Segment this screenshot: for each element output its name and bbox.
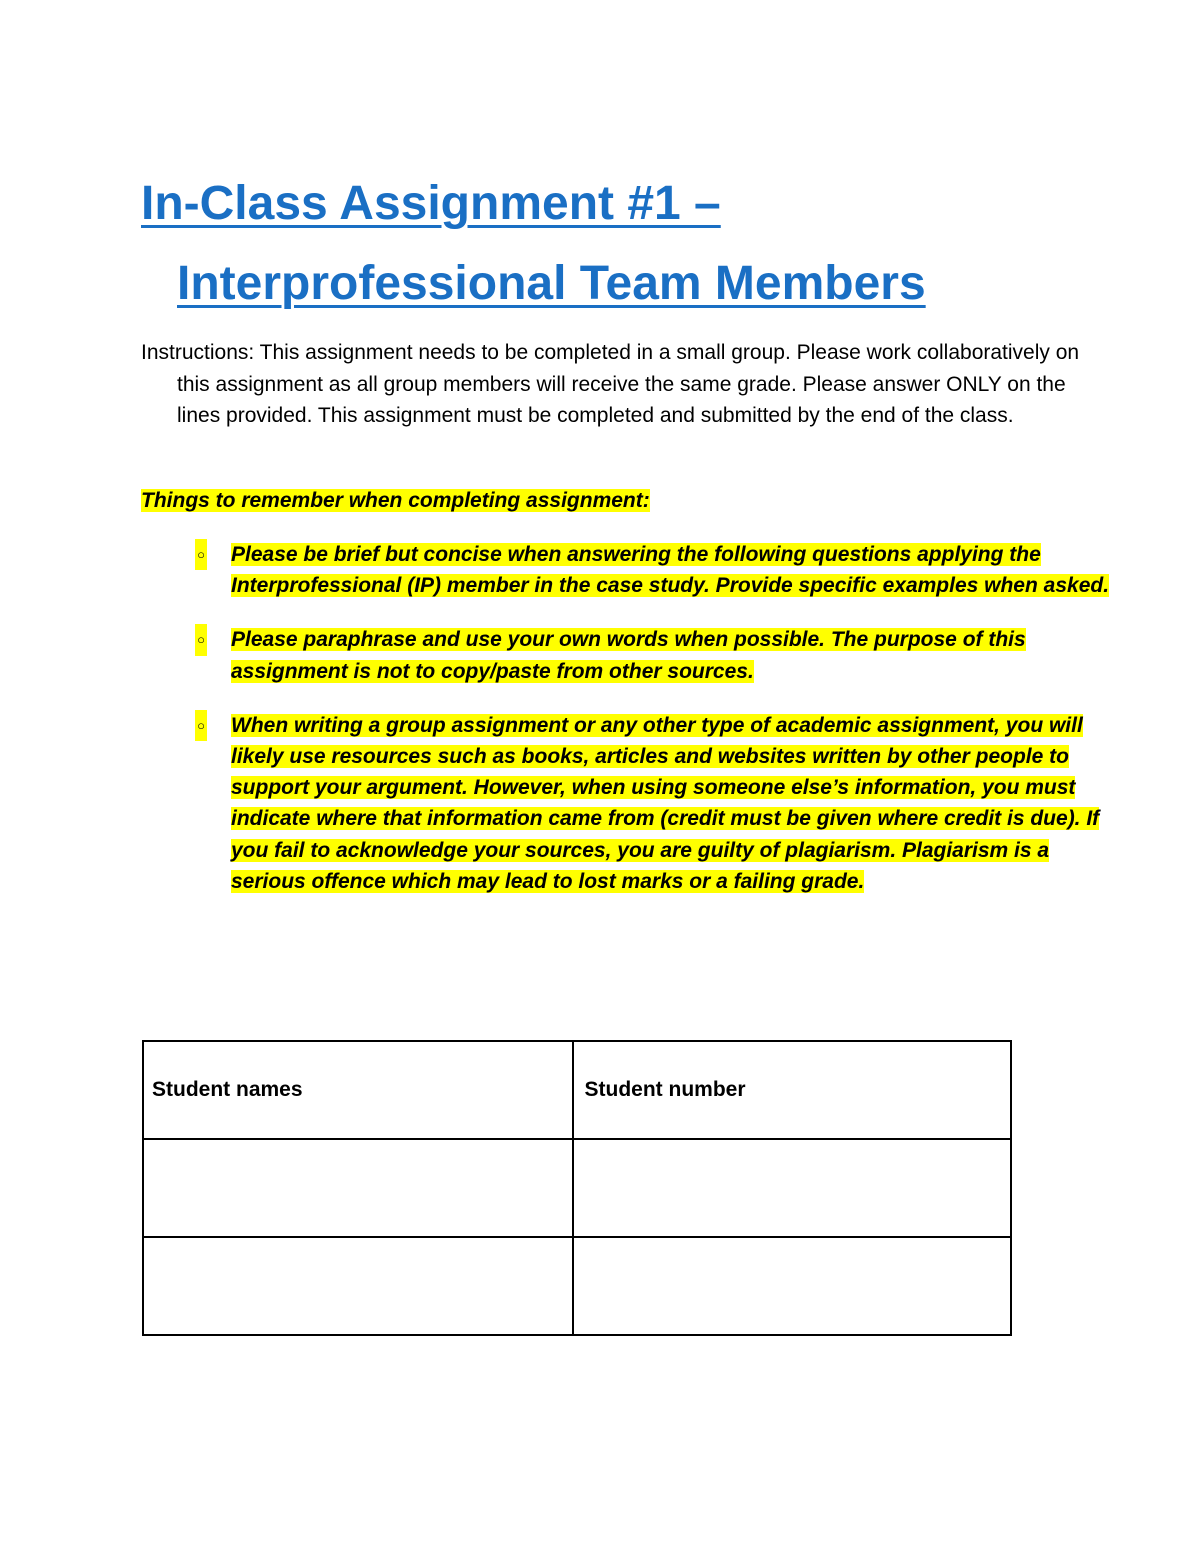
hollow-circle-icon: ○ [195, 624, 207, 655]
instructions-paragraph: Instructions: This assignment needs to be completed in a small group. Please work collaboratively on this assignment as all group members will receive the same grade. Please answer ONLY on the lines provided. This assignment must be completed and submitted by the end of the class. [141, 341, 1080, 427]
reminder-text: When writing a group assignment or any other type of academic assignment, you will likely use resources such as books, articles and websites written by other people to support your argument. However, when using someone else’s information, you must indicate where that information came from (credit must be given where credit is due). If you fail to acknowledge your sources, you are guilty of plagiarism. Plagiarism is a serious offence which may lead to lost marks or a failing grade. [231, 713, 1100, 893]
student-name-cell[interactable] [143, 1139, 573, 1237]
title-line-2: Interprofessional Team Members [177, 257, 926, 310]
header-student-names: Student names [143, 1041, 573, 1139]
student-table [142, 1040, 1012, 1336]
remember-heading [141, 485, 650, 516]
reminder-text: Please be brief but concise when answering the following questions applying the Interprofessional (IP) member in the case study. Provide specific examples when asked. [231, 543, 1110, 598]
hollow-circle-icon: ○ [195, 710, 207, 741]
table-header-row [143, 1041, 1011, 1139]
student-number-cell[interactable] [573, 1237, 1011, 1335]
student-number-cell[interactable] [573, 1139, 1011, 1237]
hollow-circle-icon: ○ [195, 539, 207, 570]
table-row [143, 1237, 1011, 1335]
table-row [143, 1139, 1011, 1237]
header-student-number: Student number [573, 1041, 1011, 1139]
remember-heading-text: Things to remember when completing assignment: [141, 489, 650, 512]
reminder-item [195, 624, 1115, 686]
reminder-item [195, 539, 1115, 601]
student-name-cell[interactable] [143, 1237, 573, 1335]
title-line-1: In-Class Assignment #1 – [141, 177, 721, 230]
reminder-item [195, 710, 1115, 897]
reminder-list [195, 539, 1115, 920]
reminder-text: Please paraphrase and use your own words when possible. The purpose of this assignment is not to copy/paste from other sources. [231, 628, 1026, 683]
page-title [141, 164, 1101, 324]
